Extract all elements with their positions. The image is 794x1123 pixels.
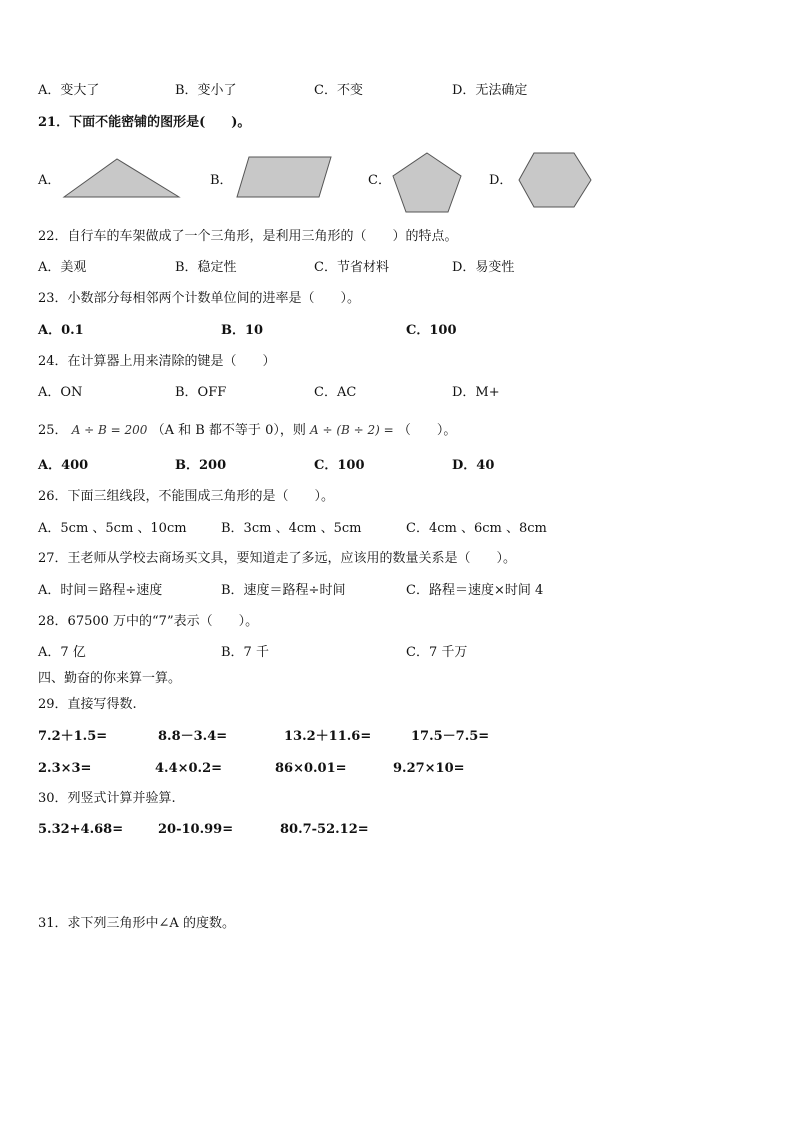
q21-option-d-label[interactable]: D． bbox=[489, 173, 513, 188]
section-heading: 四、勤奋的你来算一算。 bbox=[38, 671, 182, 686]
q29-item: 8.8－3.4= bbox=[158, 729, 228, 744]
q22-option-c[interactable]: C．节省材料 bbox=[314, 260, 389, 275]
q29-item: 4.4×0.2= bbox=[155, 761, 223, 776]
q25-blank: （ ）。 bbox=[397, 423, 457, 438]
q21-option-a-label[interactable]: A． bbox=[38, 173, 61, 188]
q21-option-b-label[interactable]: B． bbox=[210, 173, 233, 188]
q23-option-c[interactable]: C．100 bbox=[406, 323, 457, 338]
q24-option-b[interactable]: B．OFF bbox=[175, 385, 227, 400]
q25-option-b[interactable]: B．200 bbox=[175, 458, 227, 473]
q25-option-d[interactable]: D．40 bbox=[452, 458, 495, 473]
q28-question: 28．67500 万中的“7”表示（ ）。 bbox=[38, 614, 259, 629]
q20-option-d[interactable]: D．无法确定 bbox=[452, 83, 528, 98]
q29-item: 9.27×10= bbox=[393, 761, 465, 776]
q20-option-b[interactable]: B．变小了 bbox=[175, 83, 237, 98]
q30-question: 30．列竖式计算并验算. bbox=[38, 791, 176, 806]
q27-option-a[interactable]: A．时间＝路程÷速度 bbox=[38, 583, 163, 598]
q21-option-c-label[interactable]: C． bbox=[368, 173, 391, 188]
q22-option-d[interactable]: D．易变性 bbox=[452, 260, 515, 275]
q21-question: 21．下面不能密铺的图形是( )。 bbox=[38, 115, 251, 130]
q23-option-a[interactable]: A．0.1 bbox=[38, 323, 84, 338]
q23-option-b[interactable]: B．10 bbox=[221, 323, 264, 338]
q25-question bbox=[38, 422, 456, 439]
q26-option-c[interactable]: C．4cm 、6cm 、8cm bbox=[406, 521, 547, 536]
q24-option-c[interactable]: C．AC bbox=[314, 385, 357, 400]
q26-option-b[interactable]: B．3cm 、4cm 、5cm bbox=[221, 521, 362, 536]
q22-option-b[interactable]: B．稳定性 bbox=[175, 260, 237, 275]
q24-option-d[interactable]: D．M+ bbox=[452, 385, 500, 400]
q25-expression-2: A ÷ (B ÷ 2) = bbox=[309, 423, 394, 437]
q22-question: 22．自行车的车架做成了一个三角形，是利用三角形的（ ）的特点。 bbox=[38, 229, 458, 244]
q24-question: 24．在计算器上用来清除的键是（ ） bbox=[38, 354, 276, 369]
q23-question: 23．小数部分每相邻两个计数单位间的进率是（ ）。 bbox=[38, 291, 361, 306]
q28-option-a[interactable]: A．7 亿 bbox=[38, 645, 86, 660]
q29-item: 2.3×3= bbox=[38, 761, 92, 776]
hexagon-shape bbox=[516, 150, 594, 212]
q20-option-a[interactable]: A．变大了 bbox=[38, 83, 100, 98]
q29-question: 29．直接写得数. bbox=[38, 697, 137, 712]
q25-number: 25． bbox=[38, 423, 68, 438]
q28-option-b[interactable]: B．7 千 bbox=[221, 645, 269, 660]
q25-expression-1: A ÷ B = 200 bbox=[71, 423, 148, 437]
q25-condition-text: （A 和 B 都不等于 0），则 bbox=[151, 423, 306, 438]
q28-option-c[interactable]: C．7 千万 bbox=[406, 645, 468, 660]
q24-option-a[interactable]: A．ON bbox=[38, 385, 83, 400]
q26-question: 26．下面三组线段，不能围成三角形的是（ ）。 bbox=[38, 489, 335, 504]
parallelogram-shape bbox=[235, 154, 335, 200]
q29-item: 13.2＋11.6= bbox=[284, 729, 372, 744]
q29-item: 17.5－7.5= bbox=[411, 729, 490, 744]
q29-item: 86×0.01= bbox=[275, 761, 347, 776]
q30-item: 20-10.99= bbox=[158, 822, 234, 837]
q27-question: 27．王老师从学校去商场买文具，要知道走了多远，应该用的数量关系是（ ）。 bbox=[38, 551, 517, 566]
q27-option-b[interactable]: B．速度＝路程÷时间 bbox=[221, 583, 346, 598]
q20-option-c[interactable]: C．不变 bbox=[314, 83, 363, 98]
q26-option-a[interactable]: A．5cm 、5cm 、10cm bbox=[38, 521, 187, 536]
q25-option-a[interactable]: A．400 bbox=[38, 458, 89, 473]
q31-question: 31．求下列三角形中∠A 的度数。 bbox=[38, 916, 235, 931]
q27-option-c[interactable]: C．路程＝速度×时间 4 bbox=[406, 583, 544, 598]
q22-option-a[interactable]: A．美观 bbox=[38, 260, 87, 275]
triangle-shape bbox=[62, 155, 182, 201]
pentagon-shape bbox=[390, 150, 464, 216]
q30-item: 80.7-52.12= bbox=[280, 822, 369, 837]
q30-item: 5.32+4.68= bbox=[38, 822, 124, 837]
q25-option-c[interactable]: C．100 bbox=[314, 458, 365, 473]
q29-item: 7.2＋1.5= bbox=[38, 729, 108, 744]
